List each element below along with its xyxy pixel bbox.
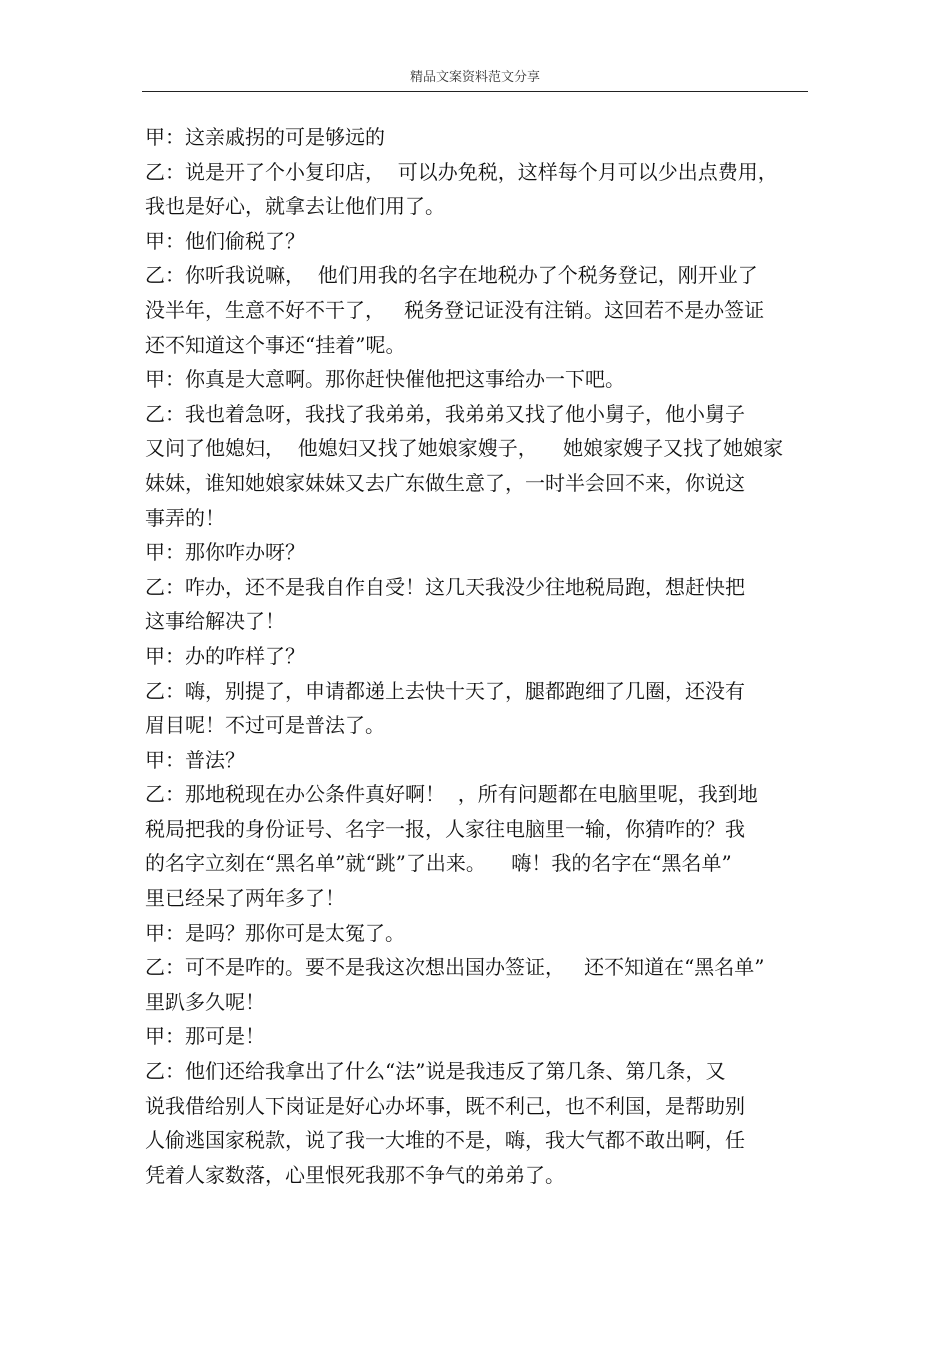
text-line: 甲：普法？ (145, 747, 245, 772)
text-line: 的名字立刻在“黑名单”就“跳”了出来。 嗨！我的名字在“黑名单” (145, 851, 732, 876)
text-line: 说我借给别人下岗证是好心办坏事，既不利己，也不利国，是帮助别 (145, 1093, 745, 1118)
text-line: 乙：你听我说嘛， 他们用我的名字在地税办了个税务登记，刚开业了 (145, 263, 758, 288)
text-line: 乙：可不是咋的。要不是我这次想出国办签证， 还不知道在“黑名单” (145, 955, 765, 980)
text-line: 乙：那地税现在办公条件真好啊！ ，所有问题都在电脑里呢，我到地 (145, 782, 758, 807)
text-line: 妹妹，谁知她娘家妹妹又去广东做生意了，一时半会回不来，你说这 (145, 470, 745, 495)
text-line: 这事给解决了！ (145, 609, 285, 634)
text-line: 人偷逃国家税款，说了我一大堆的不是，嗨，我大气都不敢出啊，任 (145, 1128, 745, 1153)
header-divider (142, 91, 808, 92)
text-line: 乙：嗨，别提了，申请都递上去快十天了，腿都跑细了几圈，还没有 (145, 678, 745, 703)
text-line: 里趴多久呢！ (145, 989, 265, 1014)
text-line: 税局把我的身份证号、名字一报，人家往电脑里一输，你猜咋的？我 (145, 816, 745, 841)
dialogue-text (145, 120, 815, 1192)
text-line: 眉目呢！不过可是普法了。 (145, 713, 385, 738)
text-line: 又问了他媳妇， 他媳妇又找了她娘家嫂子， 她娘家嫂子又找了她娘家 (145, 436, 784, 461)
text-line: 乙：我也着急呀，我找了我弟弟，我弟弟又找了他小舅子，他小舅子 (145, 401, 745, 426)
text-line: 甲：那你咋办呀？ (145, 540, 305, 565)
text-line: 甲：你真是大意啊。那你赶快催他把这事给办一下吧。 (145, 367, 625, 392)
text-line: 甲：这亲戚拐的可是够远的 (145, 125, 385, 149)
text-line: 乙：他们还给我拿出了什么“法”说是我违反了第几条、第几条，又 (145, 1059, 726, 1084)
text-line: 凭着人家数落，心里恨死我那不争气的弟弟了。 (145, 1162, 565, 1187)
text-line: 甲：那可是！ (145, 1024, 265, 1049)
text-line: 我也是好心，就拿去让他们用了。 (145, 194, 445, 219)
text-line: 还不知道这个事还“挂着”呢。 (145, 332, 406, 357)
text-line: 没半年，生意不好不干了， 税务登记证没有注销。这回若不是办签证 (145, 297, 765, 322)
page-header: 精品文案资料范文分享 (409, 70, 540, 85)
text-line: 里已经呆了两年多了！ (145, 886, 345, 911)
text-line: 乙：说是开了个小复印店， 可以办免税，这样每个月可以少出点费用， (145, 159, 778, 184)
text-line: 甲：他们偷税了？ (145, 228, 305, 253)
text-line: 事弄的！ (145, 505, 225, 530)
text-line: 甲：办的咋样了？ (145, 643, 305, 668)
text-line: 乙：咋办，还不是我自作自受！这几天我没少往地税局跑，想赶快把 (145, 574, 745, 599)
text-line: 甲：是吗？那你可是太冤了。 (145, 920, 405, 945)
